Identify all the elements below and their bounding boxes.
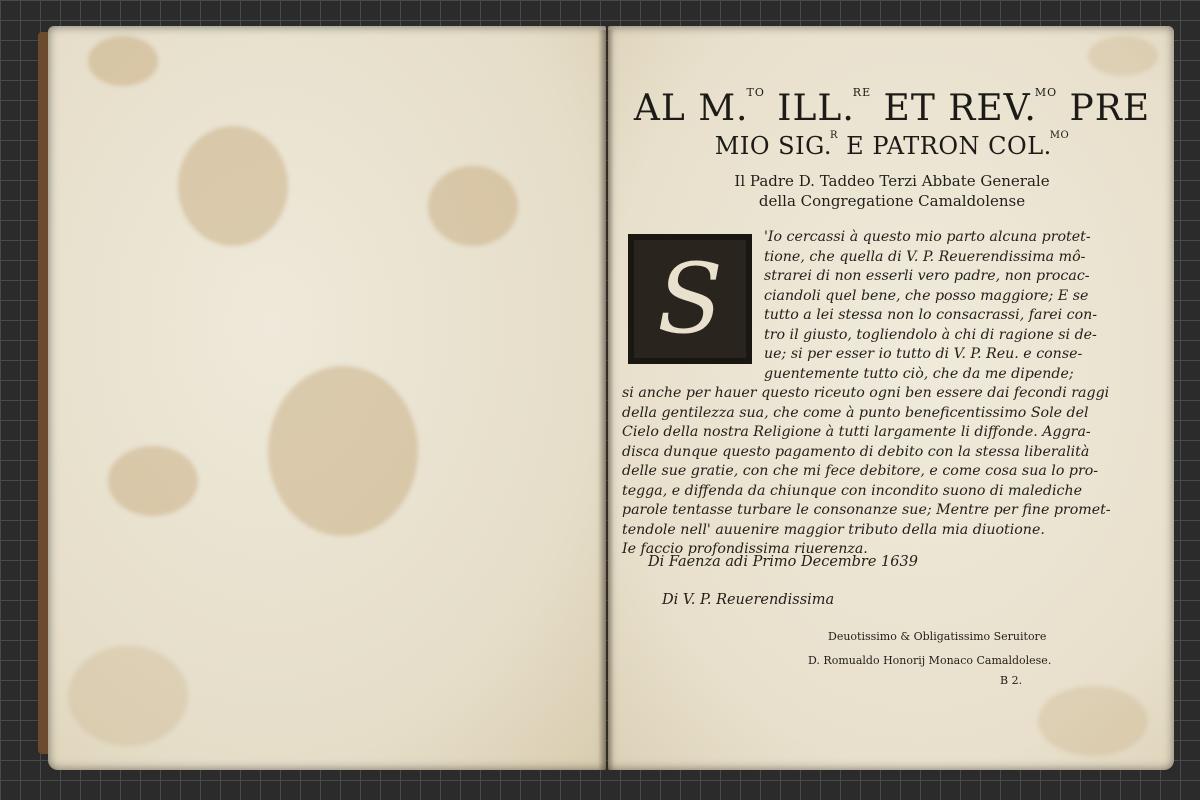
dedication-title-line2 xyxy=(622,132,1162,160)
body-line: strarei di non esserli vero padre, non procac- xyxy=(764,268,1090,284)
stain xyxy=(1088,36,1158,76)
stain xyxy=(268,366,418,536)
signature-line: D. Romualdo Honorij Monaco Camaldolese. xyxy=(808,654,1052,667)
body-line: della gentilezza sua, che come à punto beneficentissimo Sole del xyxy=(622,404,1089,421)
body-line: Ie faccio profondissima riuerenza. xyxy=(622,541,868,557)
body-line: si anche per hauer questo riceuto ogni ben essere dai fecondi raggi xyxy=(622,385,1110,401)
address-line: Di V. P. Reuerendissima xyxy=(662,592,835,608)
title-superscript: MO xyxy=(1049,130,1070,141)
body-line: parole tentasse turbare le consonanze sue; Mentre per fine promet- xyxy=(622,502,1111,518)
title-superscript: R xyxy=(830,130,839,141)
title-segment: ET REV. xyxy=(871,88,1037,129)
dedication-body xyxy=(622,228,1158,560)
body-line: tro il giusto, togliendolo à chi di ragione si de- xyxy=(764,326,1097,343)
title-segment: ILL. xyxy=(764,88,855,129)
signature-mark: B 2. xyxy=(1000,674,1023,687)
stain xyxy=(68,646,188,746)
stain xyxy=(428,166,518,246)
body-line: ciandoli quel bene, che posso maggiore; E se xyxy=(764,287,1089,304)
body-line: tendole nell' auuenire maggior tributo della mia diuotione. xyxy=(622,521,1045,538)
right-page xyxy=(608,26,1174,770)
place-date: Di Faenza adi Primo Decembre 1639 xyxy=(648,554,918,570)
title-segment: AL M. xyxy=(633,88,749,129)
body-line: Cielo della nostra Religione à tutti largamente li diffonde. Aggra- xyxy=(622,424,1091,440)
body-line: tutto a lei stessa non lo consacrassi, farei con- xyxy=(764,307,1098,323)
stain xyxy=(88,36,158,86)
title-superscript: RE xyxy=(852,86,872,99)
subtitle-line2: della Congregatione Camaldolense xyxy=(758,192,1026,210)
book-gutter xyxy=(598,30,614,770)
body-line: 'Io cercassi à questo mio parto alcuna protet- xyxy=(764,229,1091,245)
stain xyxy=(178,126,288,246)
subtitle-line1: Il Padre D. Taddeo Terzi Abbate Generale xyxy=(734,172,1050,190)
body-line: ue; si per esser io tutto di V. P. Reu. e conse- xyxy=(764,346,1083,362)
title-segment: MIO SIG. xyxy=(714,132,833,160)
title-superscript: TO xyxy=(746,86,765,99)
body-line: disca dunque questo pagamento di debito con la stessa liberalità xyxy=(622,443,1090,460)
body-line: tione, che quella di V. P. Reuerendissima mô- xyxy=(764,248,1086,265)
title-segment: PRE xyxy=(1057,88,1151,129)
body-line: delle sue gratie, con che mi fece debitore, e come cosa sua lo pro- xyxy=(622,463,1099,479)
body-line: tegga, e diffenda da chiunque con incondito suono di malediche xyxy=(622,482,1082,499)
left-page xyxy=(48,26,606,770)
title-superscript: MO xyxy=(1034,86,1058,99)
dedication-title-line1 xyxy=(622,88,1162,129)
decorated-initial-letter: S xyxy=(628,234,752,364)
body-line: guentemente tutto ciò, che da me dipende; xyxy=(764,365,1074,382)
stain xyxy=(1038,686,1148,756)
title-segment: E PATRON COL. xyxy=(838,132,1052,160)
servant-line: Deuotissimo & Obligatissimo Seruitore xyxy=(828,630,1047,643)
stain xyxy=(108,446,198,516)
